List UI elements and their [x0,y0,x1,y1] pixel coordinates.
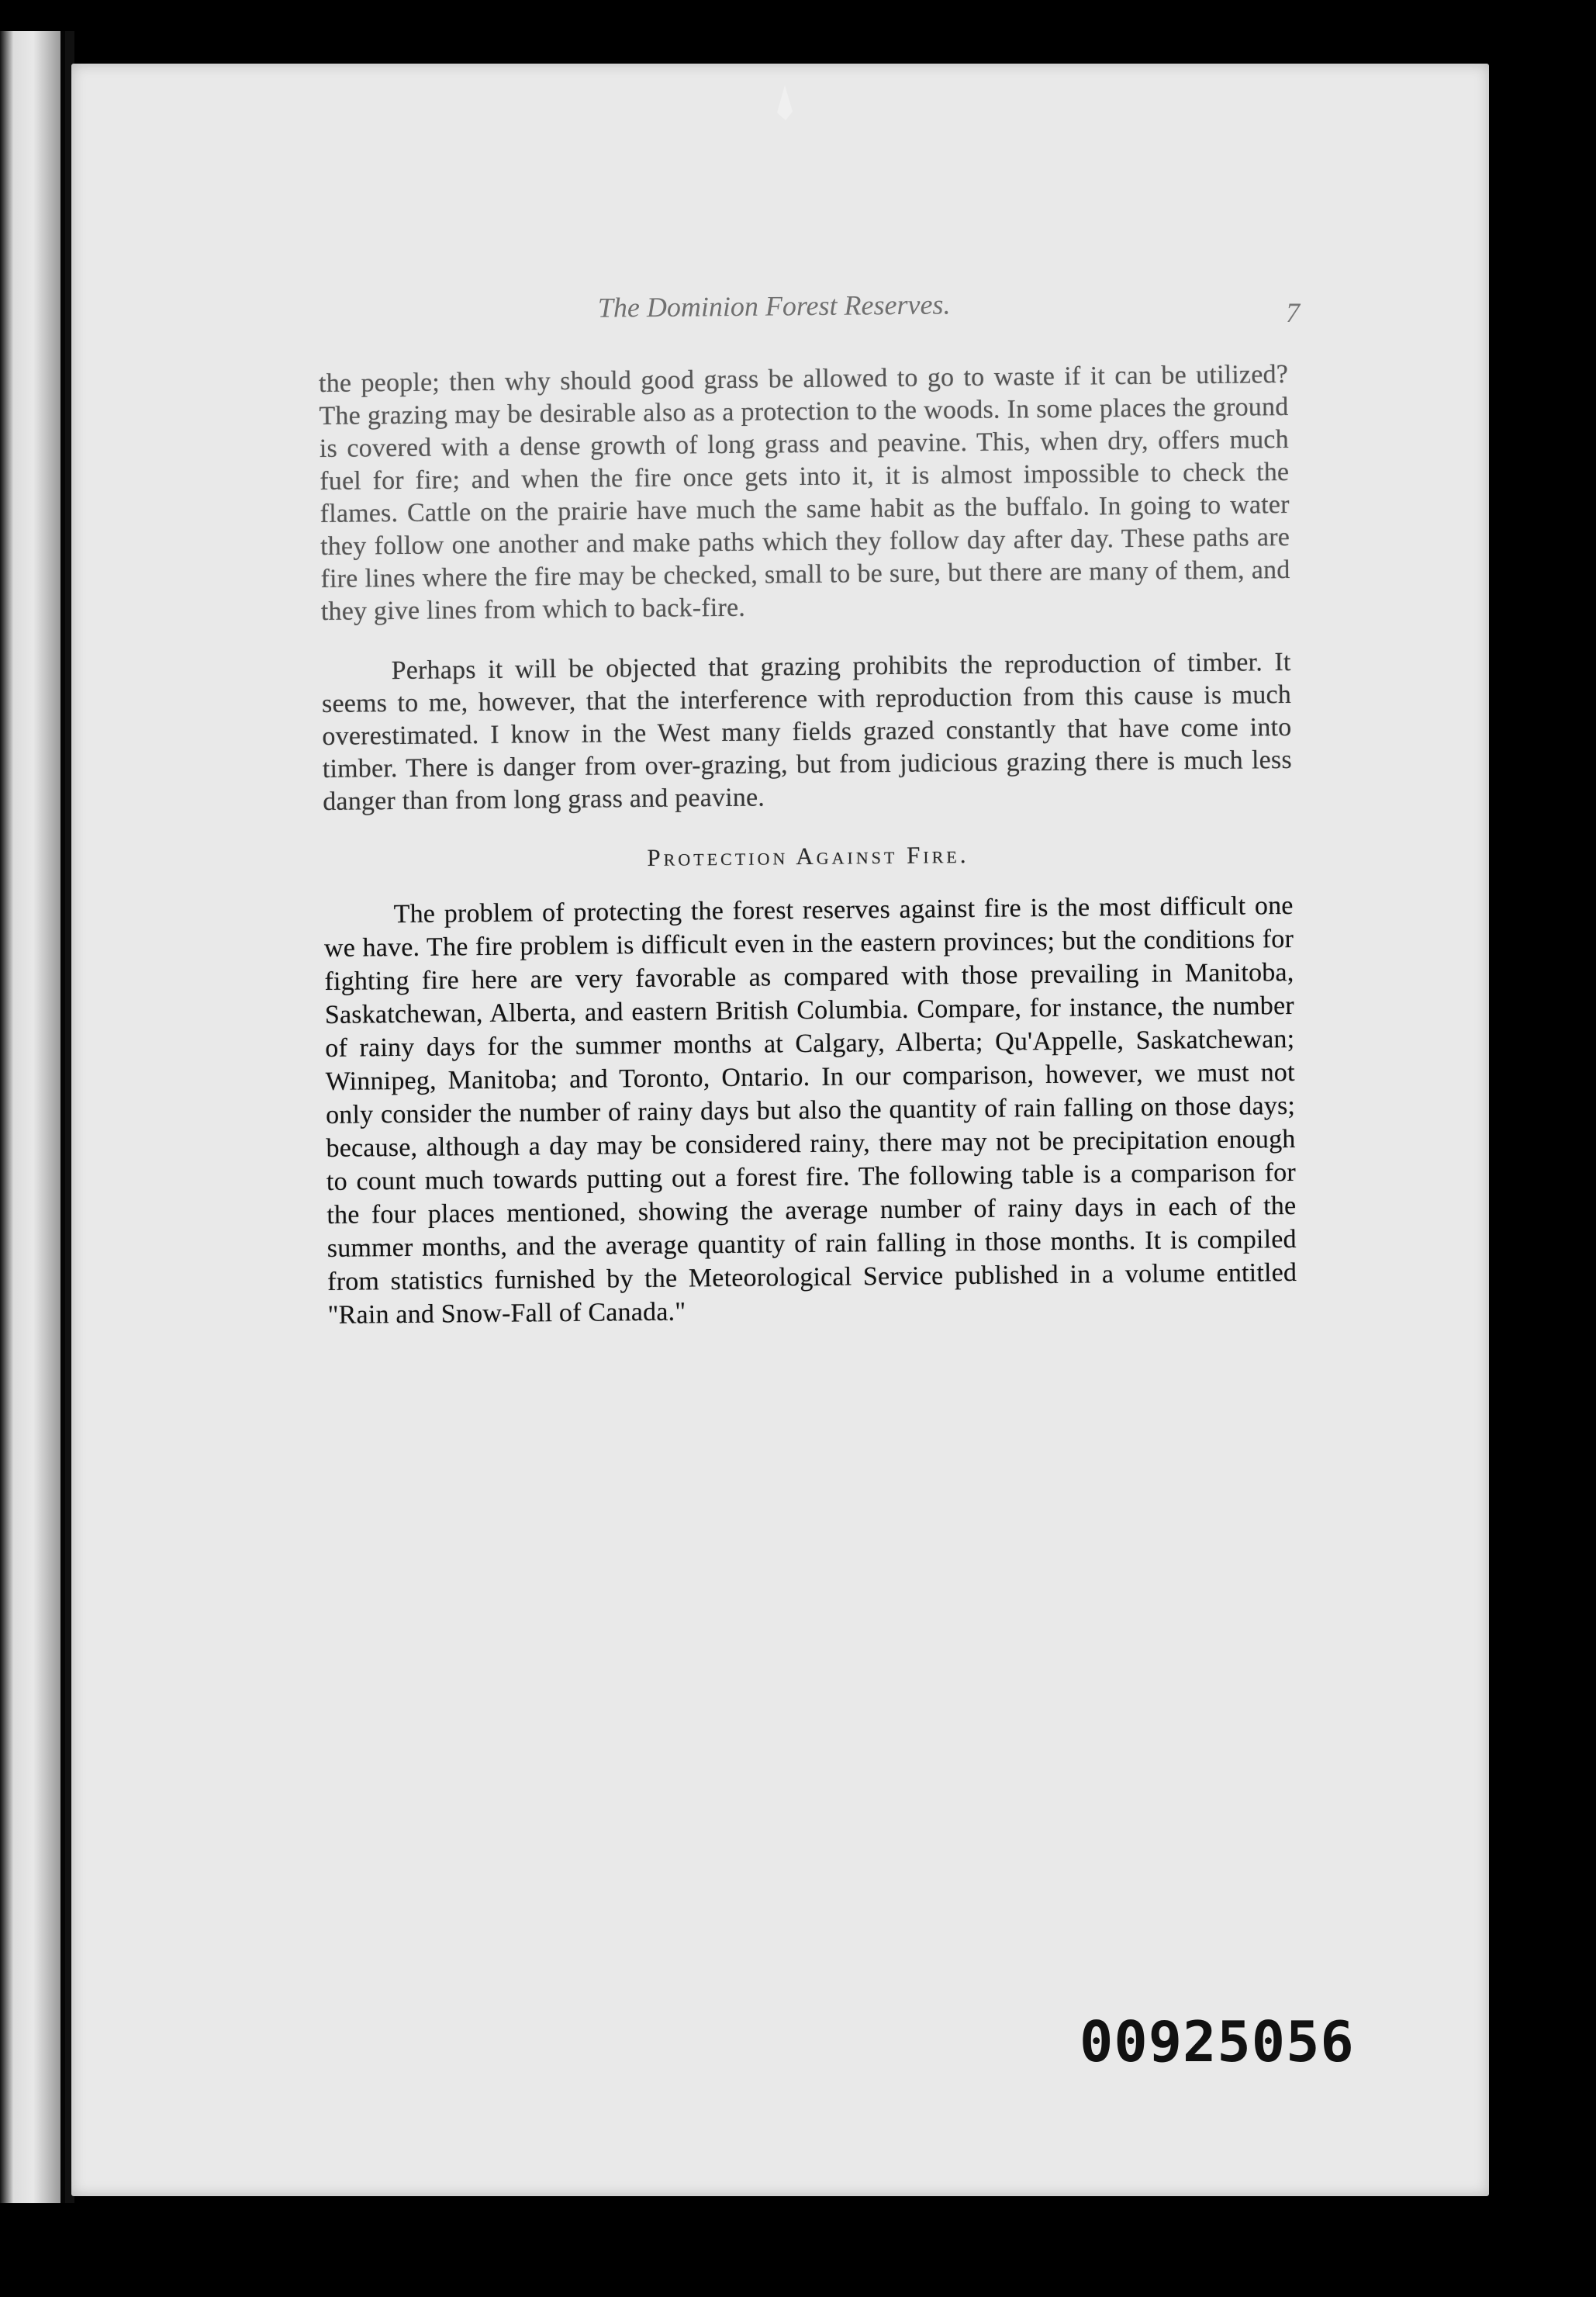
page-number: 7 [1286,297,1300,328]
body-text [318,287,1297,1332]
section-heading: Protection Against Fire. [647,840,969,871]
paragraph-fire-protection: The problem of protecting the forest reserves against fire is the most difficult one we have. The fire problem is difficult even in the eastern provinces; but the conditions for fighting fire here are very favorable as compared with those prevailing in Manitoba, Saskatchewan, Alberta, and eastern British Columbia. Compare, for instance, the number of rainy days for the summer months at Calgary, Alberta; Qu'Appelle, Saskatchewan; Winnipeg, Manitoba; and Toronto, Ontario. In our comparison, however, we must not only consider the number of rainy days but also the quantity of rain falling on those days; because, although a day may be considered rainy, there may not be precipitation enough to count much towards putting out a forest fire. The following table is a comparison for the four places mentioned, showing the average number of rainy days in each of the summer months, and the average quantity of rain falling in those months. It is compiled from statistics furnished by the Meteorological Service published in a volume entitled "Rain and Snow-Fall of Canada." [323,891,1297,1330]
running-head: The Dominion Forest Reserves. [597,289,951,323]
adjacent-page-edge [0,31,65,2203]
paragraph-reproduction: Perhaps it will be objected that grazing prohibits the reproduction of timber. It seems to me, however, that the interference with reproduction from this cause is much overestimated. I know in the West many fields grazed constantly that have come into timber. There is danger from over-grazing, but from judicious grazing there is much less danger than from long grass and peavine. [321,647,1292,816]
paragraph-grazing: the people; then why should good grass be allowed to go to waste if it can be utilized? The grazing may be desirable also as a protection to the woods. In some places the ground is covered with a dense growth of long grass and peavine. This, when dry, offers much fuel for fire; and when the fire once gets into it, it is almost impossible to check the flames. Cattle on the prairie have much the same habit as the buffalo. In going to water they follow one another and make paths which they follow day after day. These paths are fire lines where the fire may be checked, small to be sure, but there are many of them, and they give lines from which to back-fire. [318,359,1290,626]
binding-mark [777,85,793,120]
document-number: 00925056 [1080,2009,1355,2074]
